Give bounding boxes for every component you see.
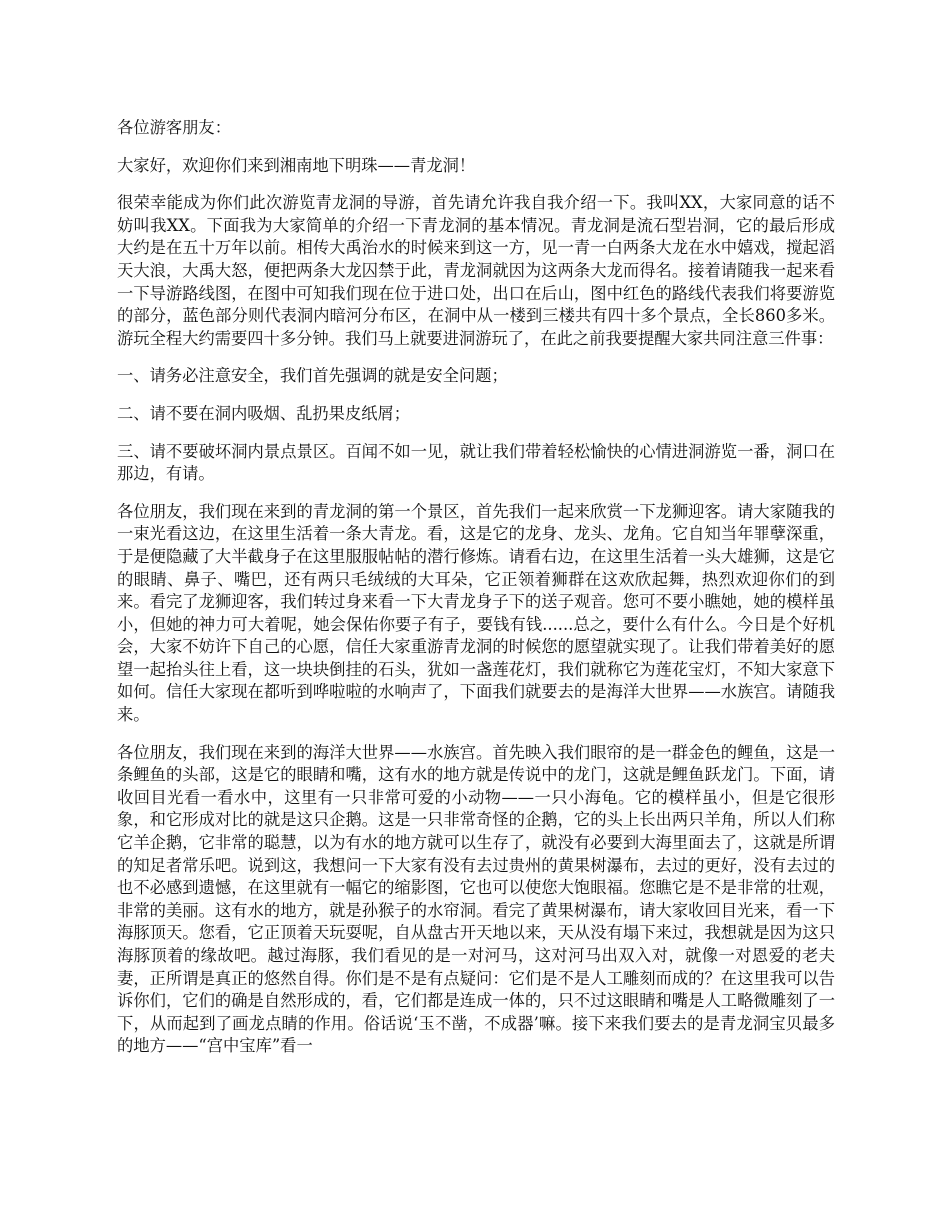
document-body <box>117 117 835 1073</box>
notice-item-2: 二、请不要在洞内吸烟、乱扔果皮纸屑； <box>117 403 411 423</box>
greeting-line: 各位游客朋友： <box>117 118 231 137</box>
welcome-line: 大家好，欢迎你们来到湘南地下明珠——青龙洞！ <box>117 155 476 175</box>
notice-item-3: 三、请不要破坏洞内景点景区。百闻不如一见，就让我们带着轻松愉快的心情进洞游览一番，洞口在那边，有请。 <box>117 441 835 484</box>
intro-paragraph: 很荣幸能成为你们此次游览青龙洞的导游，首先请允许我自我介绍一下。我叫XX，大家同意的话不妨叫我XX。下面我为大家简单的介绍一下青龙洞的基本情况。青龙洞是流石型岩洞，它的最后形成大约是在五十万年以前。相传大禹治水的时候来到这一方，见一青一白两条大龙在水中嬉戏，搅起滔天大浪，大禹大怒，便把两条大龙囚禁于此，青龙洞就因为这两条大龙而得名。接着请随我一起来看一下导游路线图，在图中可知我们现在位于进口处，出口在后山，图中红色的路线代表我们将要游览的部分，蓝色部分则代表洞内暗河分布区，在洞中从一楼到三楼共有四十多个景点，全长860多米。游玩全程大约需要四十多分钟。我们马上就要进洞游玩了，在此之前我要提醒大家共同注意三件事： <box>117 193 835 348</box>
notice-item-1: 一、请务必注意安全，我们首先强调的就是安全问题； <box>117 366 508 386</box>
dragon-lion-paragraph: 各位朋友，我们现在来到的青龙洞的第一个景区，首先我们一起来欣赏一下龙狮迎客。请大家随我的一束光看这边，在这里生活着一条大青龙。看，这是它的龙身、龙头、龙角。它自知当年罪孽深重，于是便隐藏了大半截身子在这里服服帖帖的潜行修炼。请看右边，在这里生活着一头大雄狮，这是它的眼睛、鼻子、嘴巴，还有两只毛绒绒的大耳朵，它正领着狮群在这欢欣起舞，热烈欢迎你们的到来。看完了龙狮迎客，我们转过身来看一下大青龙身子下的送子观音。您可不要小瞧她，她的模样虽小，但她的神力可大着呢，她会保佑你要子有子，要钱有钱......总之，要什么有什么。今日是个好机会，大家不妨许下自己的心愿，信任大家重游青龙洞的时候您的愿望就实现了。让我们带着美好的愿望一起抬头往上看，这一块块倒挂的石头，犹如一盏莲花灯，我们就称它为莲花宝灯，不知大家意下如何。信任大家现在都听到哗啦啦的水响声了，下面我们就要去的是海洋大世界——水族宫。请随我来。 <box>117 501 835 725</box>
aquarium-paragraph: 各位朋友，我们现在来到的海洋大世界——水族宫。首先映入我们眼帘的是一群金色的鲤鱼，这是一条鲤鱼的头部，这是它的眼睛和嘴，这有水的地方就是传说中的龙门，这就是鲤鱼跃龙门。下面，请收回目光看一看水中，这里有一只非常可爱的小动物——一只小海龟。它的模样虽小，但是它很形象，和它形成对比的就是这只企鹅。这是一只非常奇怪的企鹅，它的头上长出两只羊角，所以人们称它羊企鹅，它非常的聪慧，以为有水的地方就可以生存了，就没有必要到大海里面去了，这就是所谓的知足者常乐吧。说到这，我想问一下大家有没有去过贵州的黄果树瀑布，去过的更好，没有去过的也不必感到遗憾，在这里就有一幅它的缩影图，它也可以使您大饱眼福。您瞧它是不是非常的壮观，非常的美丽。这有水的地方，就是孙猴子的水帘洞。看完了黄果树瀑布，请大家收回目光来，看一下海豚顶天。您看，它正顶着天玩耍呢，自从盘古开天地以来，天从没有塌下来过，我想就是因为这只海豚顶着的缘故吧。越过海豚，我们看见的是一对河马，这对河马出双入对，就像一对恩爱的老夫妻，正所谓是真正的悠然自得。你们是不是有点疑问：它们是不是人工雕刻而成的？在这里我可以告诉你们，它们的确是自然形成的，看，它们都是连成一体的，只不过这眼睛和嘴是人工略微雕刻了一下，从而起到了画龙点睛的作用。俗话说‘玉不凿，不成器’嘛。接下来我们要去的是青龙洞宝贝最多的地方——“宫中宝库”看一 <box>117 742 835 1056</box>
